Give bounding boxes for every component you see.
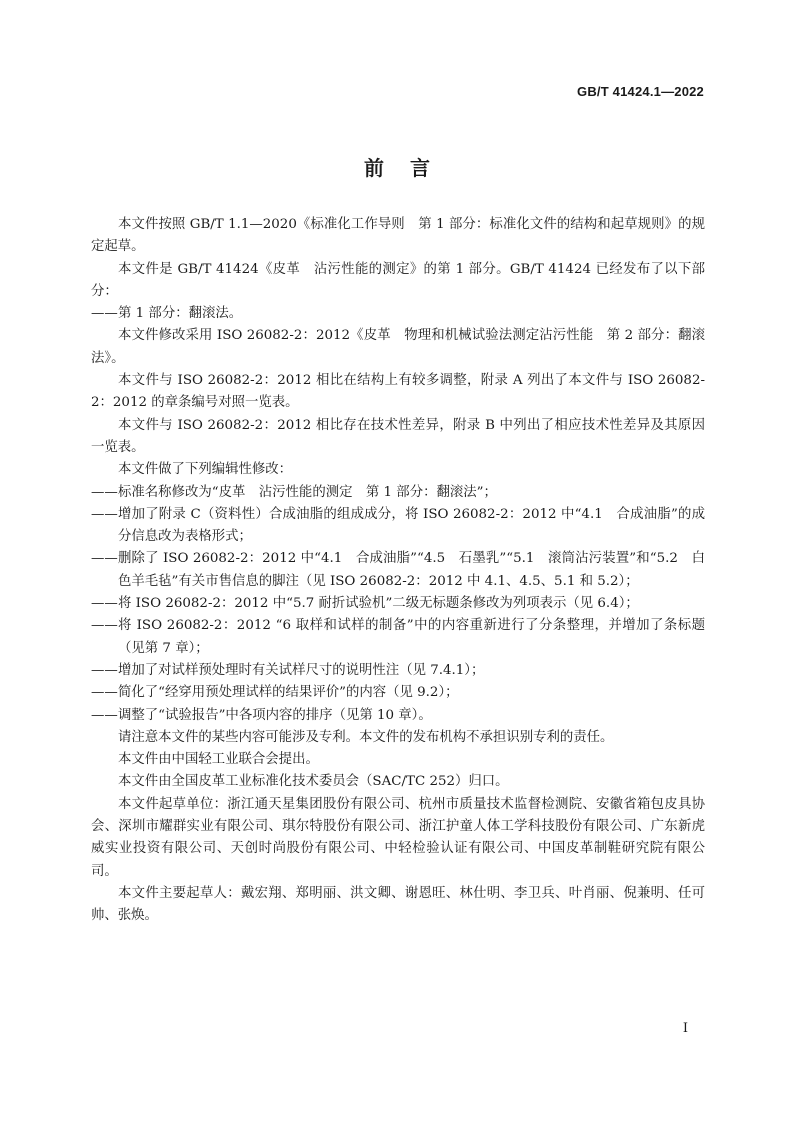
list-item xyxy=(91,303,705,325)
page-number: I xyxy=(682,1021,688,1036)
dash-mark: —— xyxy=(91,685,118,701)
dash-mark: —— xyxy=(91,618,118,634)
paragraph: 本文件做了下列编辑性修改： xyxy=(118,462,293,478)
paragraph: 本文件与 ISO 26082-2：2012 相比存在技术性差异，附录 B 中列出了相应技术性差异及其原因一览表。 xyxy=(91,417,705,455)
list-item-text: 调整了“试验报告”中各项内容的排序（见第 10 章）。 xyxy=(118,707,432,723)
list-item xyxy=(91,615,705,660)
list-item xyxy=(91,682,705,704)
dash-mark: —— xyxy=(91,484,118,500)
paragraph: 本文件修改采用 ISO 26082-2：2012《皮革 物理和机械试验法测定沾污性能 第 2 部分：翻滚法》。 xyxy=(91,328,705,366)
list-item-text: 增加了对试样预处理时有关试样尺寸的说明性注（见 7.4.1）； xyxy=(118,662,485,678)
dash-mark: —— xyxy=(91,707,118,723)
dash-mark: —— xyxy=(91,662,118,678)
paragraph: 本文件与 ISO 26082-2：2012 相比在结构上有较多调整，附录 A 列出了本文件与 ISO 26082-2：2012 的章条编号对照一览表。 xyxy=(91,373,705,411)
dash-mark: —— xyxy=(91,506,118,522)
dash-mark: —— xyxy=(91,306,118,322)
paragraph: 本文件起草单位：浙江通天星集团股份有限公司、杭州市质量技术监督检测院、安徽省箱包皮具协会、深圳市耀群实业有限公司、琪尔特股份有限公司、浙江护童人体工学科技股份有限公司、广东新虎威实业投资有限公司、天创时尚股份有限公司、中轻检验认证有限公司、中国皮革制鞋研究院有限公司。 xyxy=(91,796,705,879)
paragraph: 本文件是 GB/T 41424《皮革 沾污性能的测定》的第 1 部分。GB/T 41424 已经发布了以下部分： xyxy=(91,261,705,299)
list-item xyxy=(91,482,705,504)
list-item-text: 简化了“经穿用预处理试样的结果评价”的内容（见 9.2）； xyxy=(118,685,459,701)
list-item-text: 将 ISO 26082-2：2012 中“5.7 耐折试验机”二级无标题条修改为列项表示（见 6.4）； xyxy=(118,596,639,612)
paragraph: 本文件由中国轻工业联合会提出。 xyxy=(118,752,319,768)
paragraph: 请注意本文件的某些内容可能涉及专利。本文件的发布机构不承担识别专利的责任。 xyxy=(118,729,614,745)
list-item xyxy=(91,548,705,593)
paragraph: 本文件按照 GB/T 1.1—2020《标准化工作导则 第 1 部分：标准化文件的结构和起草规则》的规定起草。 xyxy=(91,217,705,255)
paragraph: 本文件由全国皮革工业标准化技术委员会（SAC/TC 252）归口。 xyxy=(118,774,509,790)
list-item xyxy=(91,660,705,682)
list-item-text: 增加了附录 C（资料性）合成油脂的组成成分，将 ISO 26082-2：2012 中“4.1 合成油脂”的成分信息改为表格形式； xyxy=(118,506,705,545)
list-item xyxy=(91,593,705,615)
dash-mark: —— xyxy=(91,551,118,567)
list-item-text: 将 ISO 26082-2：2012 “6 取样和试样的制备”中的内容重新进行了分条整理，并增加了条标题（见第 7 章）； xyxy=(118,618,705,656)
list-item-text: 第 1 部分：翻滚法。 xyxy=(118,306,243,322)
list-item xyxy=(91,705,705,727)
standard-code: GB/T 41424.1—2022 xyxy=(577,84,704,99)
foreword-body xyxy=(91,214,705,928)
dash-mark: —— xyxy=(91,596,118,612)
list-item-text: 删除了 ISO 26082-2：2012 中“4.1 合成油脂”“4.5 石墨乳”“5.1 滚筒沾污装置”和“5.2 白色羊毛毡”有关市售信息的脚注（见 ISO 26082-2：2012 中 4.1、4.5、5.1 和 5.2）； xyxy=(118,551,705,589)
list-item-text: 标准名称修改为“皮革 沾污性能的测定 第 1 部分：翻滚法”； xyxy=(118,484,497,500)
page-title: 前言 xyxy=(364,156,456,180)
list-item xyxy=(91,504,705,549)
paragraph: 本文件主要起草人：戴宏翔、郑明丽、洪文卿、谢恩旺、林仕明、李卫兵、叶肖丽、倪兼明、任可帅、张焕。 xyxy=(91,885,705,924)
